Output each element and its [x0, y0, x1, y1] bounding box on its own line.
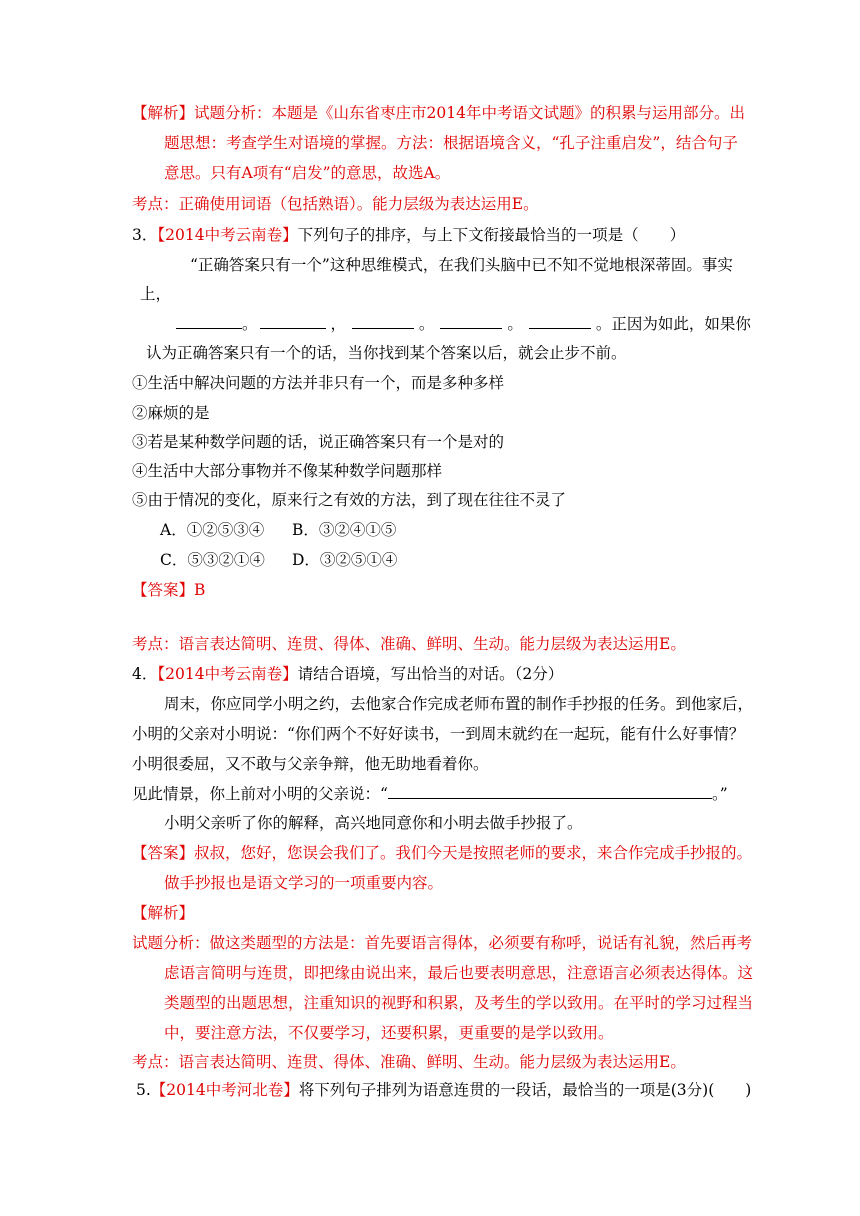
sentence-item-3: ③若是某种数学问题的话，说正确答案只有一个是对的: [132, 433, 505, 451]
question-3-header: [132, 225, 685, 245]
answer-line: [132, 580, 205, 600]
question-stem: 下列句子的排序，与上下文衔接最恰当的一项是（ ）: [297, 226, 686, 244]
sentence-item-4: ④生活中大部分事物并不像某种数学问题那样: [132, 462, 443, 480]
passage-line-1: “正确答案只有一个”这种思维模式，在我们头脑中已不知不觉地根深蒂固。事实: [190, 256, 733, 274]
question-source: 【2014中考河北卷】: [150, 1081, 299, 1099]
exam-point: 考点：正确使用词语（包括熟语）。能力层级为表达运用E。: [132, 195, 539, 213]
context-line-5: 小明父亲听了你的解释，高兴地同意你和小明去做手抄报了。: [164, 814, 583, 832]
answer-blank[interactable]: [388, 784, 712, 799]
blank-1: [176, 314, 242, 329]
analysis-line-2: 题思想：考查学生对语境的掌握。方法：根据语境含义，“孔子注重启发”，结合句子: [164, 134, 738, 152]
analysis-line-2: 虑语言简明与连贯，即把缘由说出来，最后也要表明意思，注意语言必须表达得体。这: [164, 964, 754, 982]
answer-line-2: 做手抄报也是语文学习的一项重要内容。: [164, 874, 444, 892]
context-line-1: 周末，你应同学小明之约，去他家合作完成老师布置的制作手抄报的任务。到他家后，: [164, 695, 754, 713]
analysis-line-1: 【解析】试题分析：本题是《山东省枣庄市2014年中考语文试题》的积累与运用部分。出: [132, 104, 745, 122]
answer-line-1: 【答案】叔叔，您好，您误会我们了。我们今天是按照老师的要求，来合作完成手抄报的。: [132, 844, 753, 862]
option-c: C．⑤③②①④: [160, 551, 265, 569]
passage-line-3: 认为正确答案只有一个的话，当你找到某个答案以后，就会止步不前。: [146, 344, 627, 362]
passage-blanks-line: 。 ， 。 。 。正因为如此，如果你: [176, 314, 751, 334]
prompt-line: 见此情景，你上前对小明的父亲说：“ 。”: [132, 785, 728, 803]
sentence-item-5: ⑤由于情况的变化，原来行之有效的方法，到了现在往往不灵了: [132, 491, 567, 509]
analysis-line-1: 试题分析：做这类题型的方法是：首先要语言得体，必须要有称呼，说话有礼貌，然后再考: [132, 934, 753, 952]
blank-4: [440, 314, 502, 329]
question-number: 4．: [132, 665, 158, 683]
context-line-3: 小明很委屈，又不敢与父亲争辩，他无助地看着你。: [132, 755, 489, 773]
option-b: B．③②④①⑤: [292, 521, 397, 539]
blank-5: [529, 314, 591, 329]
answer-tag: 【答案】: [132, 844, 195, 862]
context-line-2: 小明的父亲对小明说：“你们两个不好好读书，一到周末就约在一起玩，能有什么好事情？: [132, 725, 745, 743]
option-d: D．③②⑤①④: [292, 551, 398, 569]
option-a: A．①②⑤③④: [160, 521, 265, 539]
question-source: 【2014中考云南卷】: [157, 665, 298, 683]
blank-2: [260, 314, 326, 329]
analysis-tag: 【解析】: [132, 104, 195, 122]
question-number: 3．: [132, 226, 158, 244]
question-number: 5.: [136, 1081, 151, 1099]
analysis-line-4: 中，要注意方法，不仅要学习，还要积累，更重要的是学以致用。: [164, 1024, 614, 1042]
question-stem: 将下列句子排列为语意连贯的一段话，最恰当的一项是(3分)( ): [298, 1081, 752, 1099]
question-4-header: [132, 664, 563, 684]
answer-value: B: [194, 581, 206, 599]
sentence-item-2: ②麻烦的是: [132, 404, 210, 422]
analysis-line-3: 类题型的出题思想，注重知识的视野和积累，及考生的学以致用。在平时的学习过程当: [164, 994, 754, 1012]
question-source: 【2014中考云南卷】: [157, 226, 298, 244]
analysis-tag: 【解析】: [132, 904, 195, 922]
blank-3: [352, 314, 414, 329]
passage-line-1b: 上，: [140, 285, 172, 303]
sentence-item-1: ①生活中解决问题的方法并非只有一个，而是多种多样: [132, 374, 505, 392]
question-stem: 请结合语境，写出恰当的对话。（2分）: [297, 665, 564, 683]
answer-tag: 【答案】: [132, 581, 195, 599]
exam-point: 考点：语言表达简明、连贯、得体、准确、鲜明、生动。能力层级为表达运用E。: [132, 1053, 686, 1071]
analysis-line-3: 意思。只有A项有“启发”的意思，故选A。: [164, 164, 451, 182]
question-5-header: [136, 1080, 751, 1100]
exam-point: 考点：语言表达简明、连贯、得体、准确、鲜明、生动。能力层级为表达运用E。: [132, 635, 686, 653]
